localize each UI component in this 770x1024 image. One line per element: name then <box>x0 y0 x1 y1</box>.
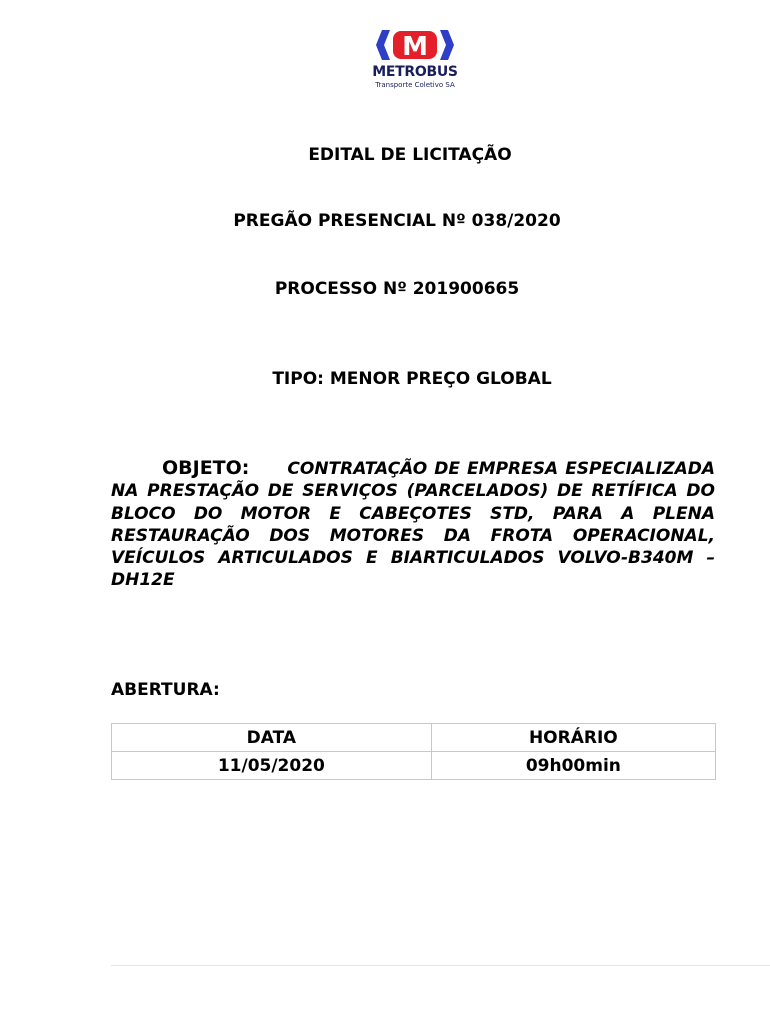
pregao-heading: PREGÃO PRESENCIAL Nº 038/2020 <box>233 211 561 231</box>
schedule-header-data: DATA <box>112 724 432 752</box>
objeto-text: CONTRATAÇÃO DE EMPRESA ESPECIALIZADA NA PRESTAÇÃO DE SERVIÇOS (PARCELADOS) DE RETÍFICA DO BLOCO DO MOTOR E CABEÇOTES STD, PARA A PLENA RESTAURAÇÃO DOS MOTORES DA FROTA OPERACIONAL, VEÍCULOS ARTICULADOS E BIARTICULADOS VOLVO-B340M – DH12E <box>111 459 715 591</box>
footer-divider <box>111 965 770 966</box>
schedule-date: 11/05/2020 <box>112 752 432 780</box>
schedule-value-row <box>112 752 716 780</box>
objeto-paragraph <box>111 457 715 592</box>
tipo-heading: TIPO: MENOR PREÇO GLOBAL <box>272 369 552 389</box>
schedule-table <box>111 723 716 780</box>
schedule-header-horario: HORÁRIO <box>431 724 715 752</box>
logo-subtitle: Transporte Coletivo SA <box>375 81 455 89</box>
metrobus-logo <box>360 26 470 92</box>
objeto-label: OBJETO: <box>162 457 250 479</box>
document-title: EDITAL DE LICITAÇÃO <box>308 145 512 165</box>
processo-heading: PROCESSO Nº 201900665 <box>274 279 520 299</box>
schedule-time: 09h00min <box>431 752 715 780</box>
logo-name: METROBUS <box>372 64 458 80</box>
metrobus-emblem-icon <box>360 26 470 64</box>
abertura-label: ABERTURA: <box>111 680 220 700</box>
schedule-header-row <box>112 724 716 752</box>
logo-letter: M <box>402 32 428 62</box>
